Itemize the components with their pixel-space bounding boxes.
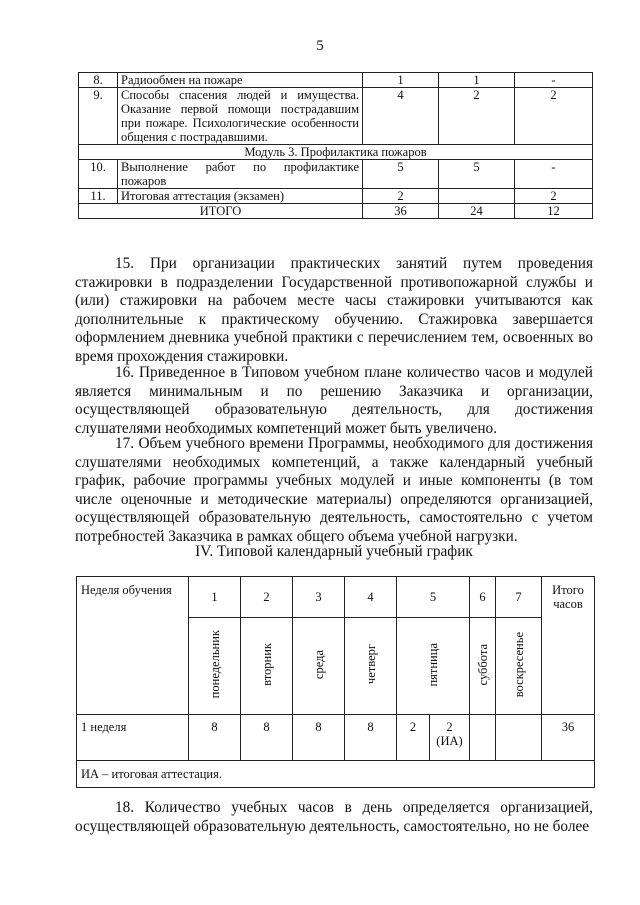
total-hours: 4 xyxy=(363,88,439,145)
table-row xyxy=(79,189,593,204)
week-label: 1 неделя xyxy=(77,715,189,761)
schedule-table xyxy=(76,576,595,788)
total-hours: 5 xyxy=(363,160,439,189)
module-row xyxy=(79,145,593,160)
topic-name: Способы спасения людей и имущества. Оказание первой помощи пострадавшим при пожаре. Психологические особенности общения с пострадавшими. xyxy=(118,88,363,145)
day-number: 4 xyxy=(345,577,397,618)
row-number: 10. xyxy=(79,160,118,189)
total-label: ИТОГО xyxy=(79,204,363,219)
day-name: четверг xyxy=(363,644,378,685)
day-number: 5 xyxy=(397,577,470,618)
topic-name: Итоговая аттестация (экзамен) xyxy=(118,189,363,204)
paragraph-18: 18. Количество учебных часов в день определяется организацией, осуществляющей образовательную деятельность, самостоятельно, но не более xyxy=(75,799,593,835)
self-hours: - xyxy=(515,73,593,88)
row-number: 8. xyxy=(79,73,118,88)
day-number: 1 xyxy=(189,577,241,618)
day-name: вторник xyxy=(259,643,274,686)
table-row xyxy=(79,73,593,88)
hours-cell: 8 xyxy=(293,715,345,761)
practice-hours xyxy=(439,189,515,204)
day-number: 7 xyxy=(496,577,542,618)
practice-hours: 24 xyxy=(439,204,515,219)
day-name-cell xyxy=(189,618,241,715)
day-name-cell xyxy=(496,618,542,715)
hours-cell: 2 (ИА) xyxy=(430,715,470,761)
self-hours: - xyxy=(515,160,593,189)
total-hours: 36 xyxy=(363,204,439,219)
day-name-cell xyxy=(470,618,496,715)
day-name-cell xyxy=(345,618,397,715)
table-row xyxy=(79,160,593,189)
total-row xyxy=(79,204,593,219)
module-title: Модуль 3. Профилактика пожаров xyxy=(79,145,593,160)
hours-cell: 8 xyxy=(189,715,241,761)
table-row xyxy=(79,88,593,145)
hours-cell: 2 xyxy=(397,715,430,761)
week-header: Неделя обучения xyxy=(77,577,189,715)
hours-cell xyxy=(496,715,542,761)
row-number: 11. xyxy=(79,189,118,204)
self-hours: 2 xyxy=(515,189,593,204)
curriculum-table xyxy=(78,72,593,219)
day-name-cell xyxy=(397,618,470,715)
hours-cell xyxy=(470,715,496,761)
day-name: понедельник xyxy=(207,630,222,699)
total-hours: 1 xyxy=(363,73,439,88)
page-number: 5 xyxy=(316,38,324,54)
day-number: 3 xyxy=(293,577,345,618)
practice-hours: 1 xyxy=(439,73,515,88)
total-hours: 2 xyxy=(363,189,439,204)
paragraph-16: 16. Приведенное в Типовом учебном плане количество часов и модулей является минимальным и по решению Заказчика и организации, осуществляющей образовательную деятельность, для достижения слушателями необходимых компетенций может быть увеличено. xyxy=(75,364,593,437)
day-name: среда xyxy=(311,649,326,680)
row-number: 9. xyxy=(79,88,118,145)
total-hours-cell: 36 xyxy=(542,715,595,761)
day-name: суббота xyxy=(475,643,490,686)
day-number: 6 xyxy=(470,577,496,618)
day-name-cell xyxy=(241,618,293,715)
topic-name: Радиообмен на пожаре xyxy=(118,73,363,88)
total-header: Итого часов xyxy=(542,577,595,715)
hours-cell: 8 xyxy=(241,715,293,761)
paragraph-15: 15. При организации практических занятий путем проведения стажировки в подразделении Государственной противопожарной службы и (или) стажировки на рабочем месте часы стажировки учитываются как дополнительные к практическому обучению. Стажировка завершается оформлением дневника учебной практики с перечислением тем, освоенных во время прохождения стажировки. xyxy=(75,255,593,365)
day-name-cell xyxy=(293,618,345,715)
practice-hours: 5 xyxy=(439,160,515,189)
section-title: IV. Типовой календарный учебный график xyxy=(195,543,473,560)
self-hours: 2 xyxy=(515,88,593,145)
day-name: пятница xyxy=(426,642,440,687)
paragraph-17: 17. Объем учебного времени Программы, необходимого для достижения слушателями необходимых компетенций, а также календарный учебный график, рабочие программы учебных модулей и иные компоненты (в том числе оценочные и методические материалы) определяются организацией, осуществляющей образовательную деятельность, самостоятельно с учетом потребностей Заказчика в рамках общего объема учебной нагрузки. xyxy=(75,435,593,545)
topic-name: Выполнение работ по профилактике пожаров xyxy=(118,160,363,189)
hours-cell: 8 xyxy=(345,715,397,761)
practice-hours: 2 xyxy=(439,88,515,145)
self-hours: 12 xyxy=(515,204,593,219)
footnote: ИА – итоговая аттестация. xyxy=(77,761,595,788)
day-number: 2 xyxy=(241,577,293,618)
day-name: воскресенье xyxy=(511,631,526,698)
